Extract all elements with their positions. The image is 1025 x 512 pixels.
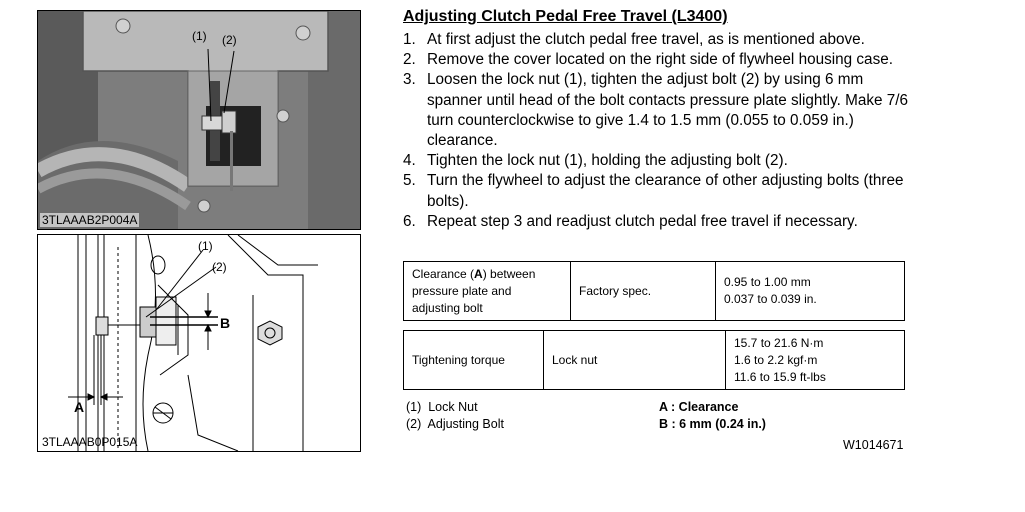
step-item bbox=[403, 212, 913, 232]
step-number: 1. bbox=[403, 31, 416, 48]
step-text: Repeat step 3 and readjust clutch pedal free travel if necessary. bbox=[427, 212, 858, 230]
step-item bbox=[403, 171, 913, 211]
photo-figure-code: 3TLAAAB2P004A bbox=[42, 213, 138, 227]
step-item bbox=[403, 151, 913, 171]
torque-value-kgfm: 1.6 to 2.2 kgf·m bbox=[734, 352, 818, 367]
lock-nut-label: Lock nut bbox=[544, 331, 726, 390]
step-text: Tighten the lock nut (1), holding the adjusting bolt (2). bbox=[427, 152, 788, 170]
clearance-values-cell bbox=[716, 262, 905, 321]
diagram-dimension-a: A bbox=[74, 399, 85, 415]
diagram-callout-2: (2) bbox=[212, 260, 227, 274]
step-text: Loosen the lock nut (1), tighten the adjust bolt (2) by using 6 mm spanner until head of the bolt contacts pressure plate slightly. Make 7/6 turn counterclockwise to give 1.4 to 1.5 mm (0.055 to 0.059 in.) clearance. bbox=[427, 71, 909, 150]
procedure-steps bbox=[403, 30, 913, 232]
diagram-figure-code: 3TLAAAB0P015A bbox=[42, 435, 138, 449]
table-row bbox=[404, 262, 905, 321]
table-row bbox=[404, 331, 905, 390]
torque-values-cell bbox=[726, 331, 905, 390]
clearance-value-in: 0.037 to 0.039 in. bbox=[724, 292, 817, 306]
clearance-item-letter: A bbox=[474, 266, 483, 281]
factory-spec-label: Factory spec. bbox=[571, 262, 716, 321]
step-number: 5. bbox=[403, 172, 416, 190]
legend-item: B : 6 mm (0.24 in.) bbox=[659, 417, 766, 431]
step-number: 2. bbox=[403, 51, 416, 69]
diagram-dimension-b: B bbox=[220, 315, 231, 331]
legend-item: (2) Adjusting Bolt bbox=[406, 417, 504, 431]
legend-item: (1) Lock Nut bbox=[406, 400, 478, 414]
step-text: Turn the flywheel to adjust the clearance of other adjusting bolts (three bolts). bbox=[427, 172, 904, 210]
step-number: 4. bbox=[403, 152, 416, 170]
torque-spec-table bbox=[403, 330, 905, 390]
clearance-spec-table bbox=[403, 261, 905, 321]
diagram-figure bbox=[37, 234, 361, 452]
parts-legend bbox=[406, 399, 504, 433]
photo-figure bbox=[37, 10, 361, 230]
step-item bbox=[403, 70, 913, 151]
dimension-legend bbox=[659, 399, 766, 433]
torque-item-cell: Tightening torque bbox=[404, 331, 544, 390]
clearance-item-suffix: ) between pressure plate and adjusting bolt bbox=[412, 266, 536, 315]
photo-illustration bbox=[38, 11, 360, 229]
step-number: 6. bbox=[403, 212, 416, 230]
clearance-value-mm: 0.95 to 1.00 mm bbox=[724, 275, 811, 289]
diagram-illustration bbox=[38, 235, 360, 451]
photo-callout-2: (2) bbox=[222, 33, 237, 47]
step-text: Remove the cover located on the right side of flywheel housing case. bbox=[427, 51, 893, 69]
document-code: W1014671 bbox=[843, 438, 904, 452]
diagram-callout-1: (1) bbox=[198, 239, 213, 253]
clearance-item-prefix: Clearance ( bbox=[412, 266, 475, 281]
legend-item: A : Clearance bbox=[659, 400, 739, 414]
step-item bbox=[403, 30, 913, 50]
step-number: 3. bbox=[403, 71, 416, 89]
section-title: Adjusting Clutch Pedal Free Travel (L3400) bbox=[403, 8, 728, 25]
torque-value-ftlbs: 11.6 to 15.9 ft-lbs bbox=[734, 369, 826, 384]
torque-value-nm: 15.7 to 21.6 N·m bbox=[734, 335, 824, 350]
clearance-item-cell bbox=[404, 262, 571, 321]
step-item bbox=[403, 50, 913, 70]
photo-callout-1: (1) bbox=[192, 29, 207, 43]
step-text: At first adjust the clutch pedal free travel, as is mentioned above. bbox=[427, 31, 865, 48]
